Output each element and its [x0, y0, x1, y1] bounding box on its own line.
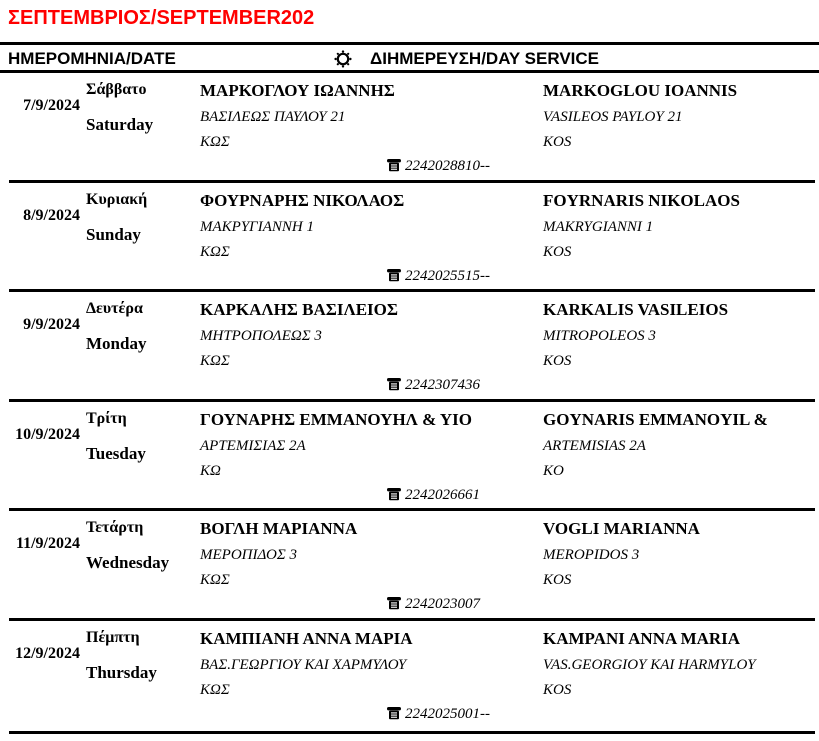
telephone-icon: [386, 377, 402, 391]
pharmacy-name-english: FOYRNARIS NIKOLAOS: [543, 190, 740, 210]
pharmacy-name-english: MARKOGLOU IOANNIS: [543, 81, 738, 100]
pharmacy-name-greek: ΒΟΓΛΗ ΜΑΡΙΑΝΝΑ: [200, 519, 358, 538]
telephone-icon: [386, 158, 402, 172]
pharmacy-name-english: GOYNARIS EMMANOYIL &: [543, 409, 768, 429]
day-name-english: Saturday: [86, 115, 154, 134]
day-name-english: Tuesday: [86, 443, 146, 463]
phone-number-text: 2242023007: [405, 596, 480, 612]
day-name-greek: Τετάρτη: [86, 519, 144, 536]
city-english: KOS: [543, 572, 572, 588]
address-english: MITROPOLEOS 3: [543, 328, 656, 344]
city-english: KOS: [543, 681, 572, 698]
phone-number: [386, 596, 480, 613]
phone-number-text: 2242025515--: [405, 267, 490, 284]
day-name-greek: Τρίτη: [86, 409, 127, 427]
city-greek: ΚΩΣ: [200, 353, 230, 369]
phone-number: [386, 158, 490, 175]
phone-number-text: 2242307436: [405, 377, 480, 393]
day-name-english: Monday: [86, 334, 147, 353]
telephone-icon: [386, 487, 402, 501]
pharmacy-name-english: KARKALIS VASILEIOS: [543, 300, 729, 319]
phone-number-text: 2242026661: [405, 486, 480, 503]
address-english: MAKRYGIANNI 1: [543, 218, 654, 235]
day-name-greek: Πέμπτη: [86, 628, 140, 646]
table-row: [0, 511, 819, 621]
pharmacy-name-english: KAMPANI ANNA MARIA: [543, 628, 741, 648]
city-english: KOS: [543, 243, 572, 260]
address-greek: ΜΕΡΟΠΙΔΟΣ 3: [200, 547, 297, 563]
date-column-header: ΗΜΕΡΟΜΗΝΙΑ/DATE: [8, 49, 176, 68]
pharmacy-name-greek: ΚΑΜΠΙΑΝΗ ΑΝΝΑ ΜΑΡΙΑ: [200, 628, 413, 648]
table-row: [0, 402, 819, 512]
phone-number-text: 2242028810--: [405, 158, 490, 174]
page-title: ΣΕΠΤΕΜΒΡΙΟΣ/SEPTEMBER202: [8, 7, 315, 29]
day-name-greek: Δευτέρα: [86, 300, 143, 317]
city-english: KO: [543, 462, 564, 479]
telephone-icon: [386, 268, 402, 282]
address-greek: ΒΑΣΙΛΕΩΣ ΠΑΥΛΟΥ 21: [200, 109, 346, 125]
address-greek: ΒΑΣ.ΓΕΩΡΓΙΟΥ ΚΑΙ ΧΑΡΜΥΛΟΥ: [200, 656, 407, 673]
day-service-column-header: ΔΙΗΜΕΡΕΥΣΗ/DAY SERVICE: [370, 49, 600, 68]
row-date: 7/9/2024: [23, 97, 80, 114]
phone-number: [386, 377, 480, 394]
row-date: 10/9/2024: [15, 425, 80, 443]
row-date: 12/9/2024: [15, 644, 80, 662]
table-bottom-rule: [9, 731, 815, 734]
phone-number: [386, 268, 490, 285]
pharmacy-name-greek: ΚΑΡΚΑΛΗΣ ΒΑΣΙΛΕΙΟΣ: [200, 300, 398, 319]
table-row: [0, 621, 819, 731]
phone-number-text: 2242025001--: [405, 705, 490, 722]
address-english: VAS.GEORGIOY KAI HARMYLOY: [543, 656, 756, 673]
table-row: [0, 292, 819, 402]
address-greek: ΜΑΚΡΥΓΙΑΝΝΗ 1: [200, 218, 314, 235]
address-greek: ΑΡΤΕΜΙΣΙΑΣ 2Α: [200, 437, 306, 454]
day-name-greek: Σάββατο: [86, 81, 147, 98]
pharmacy-name-greek: ΜΑΡΚΟΓΛΟΥ ΙΩΑΝΝΗΣ: [200, 81, 395, 100]
address-english: ARTEMISIAS 2A: [543, 437, 646, 454]
telephone-icon: [386, 596, 402, 610]
address-greek: ΜΗΤΡΟΠΟΛΕΩΣ 3: [200, 328, 322, 344]
phone-number: [386, 487, 480, 504]
phone-number: [386, 706, 490, 723]
city-greek: ΚΩΣ: [200, 243, 230, 260]
city-greek: ΚΩΣ: [200, 572, 230, 588]
day-name-english: Thursday: [86, 662, 157, 682]
city-greek: ΚΩ: [200, 462, 221, 479]
day-name-greek: Κυριακή: [86, 190, 148, 208]
table-row: [0, 73, 819, 183]
pharmacy-name-greek: ΦΟΥΡΝΑΡΗΣ ΝΙΚΟΛΑΟΣ: [200, 190, 405, 210]
row-date: 11/9/2024: [15, 535, 80, 552]
address-english: MEROPIDOS 3: [543, 547, 640, 563]
row-date: 9/9/2024: [23, 316, 80, 333]
table-header: [0, 42, 819, 73]
city-greek: ΚΩΣ: [200, 681, 230, 698]
pharmacy-name-english: VOGLI MARIANNA: [543, 519, 700, 538]
city-english: KOS: [543, 134, 572, 150]
day-name-english: Wednesday: [86, 553, 170, 572]
city-english: KOS: [543, 353, 572, 369]
row-date: 8/9/2024: [23, 206, 80, 224]
day-name-english: Sunday: [86, 224, 141, 244]
sun-icon: [334, 50, 352, 68]
telephone-icon: [386, 706, 402, 720]
address-english: VASILEOS PAYLOY 21: [543, 109, 683, 125]
city-greek: ΚΩΣ: [200, 134, 230, 150]
schedule-table: [0, 73, 819, 730]
table-row: [0, 183, 819, 293]
pharmacy-name-greek: ΓΟΥΝΑΡΗΣ ΕΜΜΑΝΟΥΗΛ & ΥΙΟ: [200, 409, 472, 429]
